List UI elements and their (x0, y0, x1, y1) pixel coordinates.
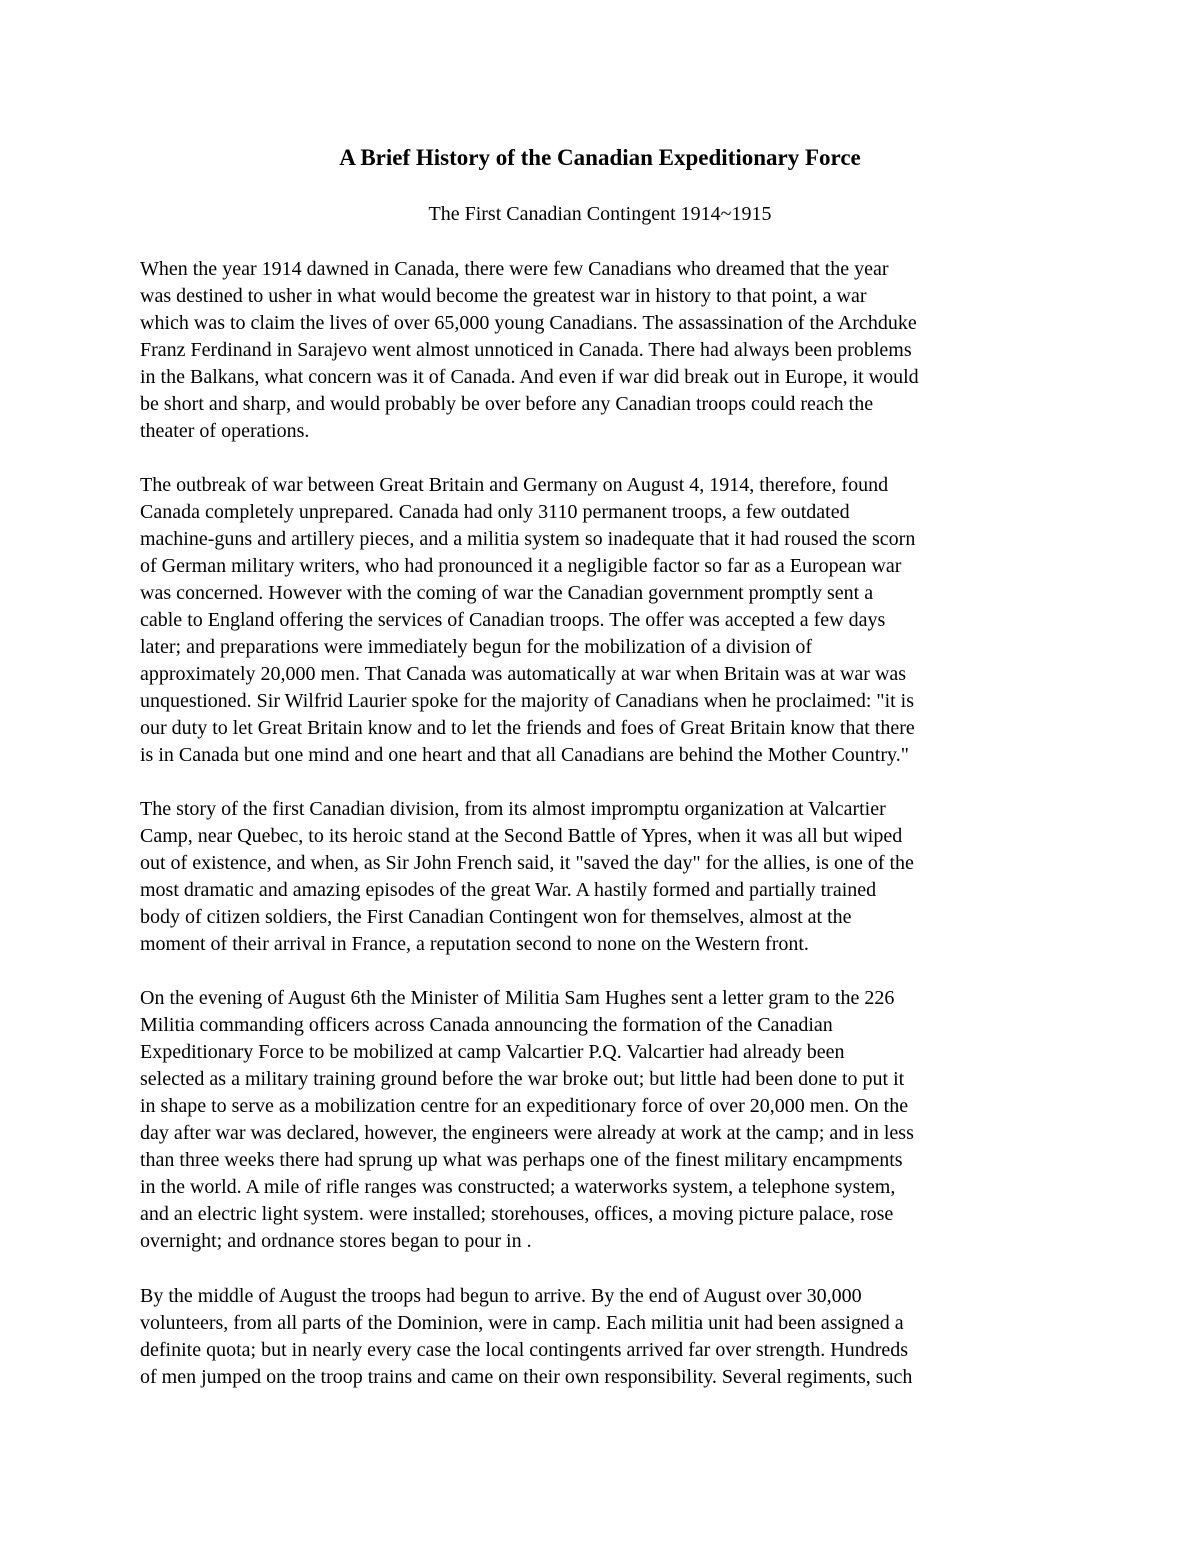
text-line: Camp, near Quebec, to its heroic stand at the Second Battle of Ypres, when it was all but wiped (140, 825, 903, 847)
text-line: selected as a military training ground before the war broke out; but little had been done to put it (140, 1068, 905, 1090)
text-line: Canada completely unprepared. Canada had only 3110 permanent troops, a few outdated (140, 501, 850, 523)
text-line: of German military writers, who had pronounced it a negligible factor so far as a European war (140, 555, 902, 577)
text-line: is in Canada but one mind and one heart and that all Canadians are behind the Mother Country." (140, 744, 909, 766)
text-line: unquestioned. Sir Wilfrid Laurier spoke for the majority of Canadians when he proclaimed: "it is (140, 690, 915, 712)
text-line: out of existence, and when, as Sir John French said, it "saved the day" for the allies, is one of the (140, 852, 914, 874)
text-line: theater of operations. (140, 420, 310, 442)
text-line: was destined to usher in what would become the greatest war in history to that point, a war (140, 285, 867, 307)
text-line: When the year 1914 dawned in Canada, there were few Canadians who dreamed that the year (140, 258, 889, 280)
paragraph-2 (140, 472, 1080, 769)
text-line: overnight; and ordnance stores began to pour in . (140, 1230, 532, 1252)
text-line: approximately 20,000 men. That Canada was automatically at war when Britain was at war was (140, 663, 907, 685)
text-line: cable to England offering the services of Canadian troops. The offer was accepted a few days (140, 609, 886, 631)
text-line: Militia commanding officers across Canada announcing the formation of the Canadian (140, 1014, 833, 1036)
text-line: day after war was declared, however, the engineers were already at work at the camp; and in less (140, 1122, 914, 1144)
text-line: volunteers, from all parts of the Dominion, were in camp. Each militia unit had been assigned a (140, 1312, 904, 1334)
paragraph-4 (140, 985, 1080, 1255)
document-title: A Brief History of the Canadian Expeditionary Force (339, 145, 861, 170)
text-line: our duty to let Great Britain know and to let the friends and foes of Great Britain know that there (140, 717, 915, 739)
text-line: Franz Ferdinand in Sarajevo went almost unnoticed in Canada. There had always been problems (140, 339, 912, 361)
text-line: than three weeks there had sprung up what was perhaps one of the finest military encampments (140, 1149, 903, 1171)
text-line: body of citizen soldiers, the First Canadian Contingent won for themselves, almost at the (140, 906, 852, 928)
text-line: which was to claim the lives of over 65,000 young Canadians. The assassination of the Archduke (140, 312, 917, 334)
paragraph-3 (140, 796, 1080, 958)
text-line: The story of the first Canadian division, from its almost impromptu organization at Valcartier (140, 798, 886, 820)
text-line: later; and preparations were immediately begun for the mobilization of a division of (140, 636, 813, 658)
text-line: definite quota; but in nearly every case the local contingents arrived far over strength. Hundreds (140, 1339, 909, 1361)
text-line: of men jumped on the troop trains and came on their own responsibility. Several regiments, such (140, 1366, 913, 1388)
document-subtitle: The First Canadian Contingent 1914~1915 (428, 203, 772, 225)
text-line: was concerned. However with the coming of war the Canadian government promptly sent a (140, 582, 874, 604)
text-line: be short and sharp, and would probably be over before any Canadian troops could reach the (140, 393, 874, 415)
text-line: By the middle of August the troops had begun to arrive. By the end of August over 30,000 (140, 1285, 862, 1307)
text-line: in the world. A mile of rifle ranges was constructed; a waterworks system, a telephone system, (140, 1176, 896, 1198)
paragraph-5 (140, 1283, 1080, 1391)
text-line: moment of their arrival in France, a reputation second to none on the Western front. (140, 933, 809, 955)
text-line: Expeditionary Force to be mobilized at camp Valcartier P.Q. Valcartier had already been (140, 1041, 845, 1063)
text-line: and an electric light system. were installed; storehouses, offices, a moving picture palace, rose (140, 1203, 894, 1225)
text-line: machine-guns and artillery pieces, and a militia system so inadequate that it had roused the scorn (140, 528, 916, 550)
text-line: most dramatic and amazing episodes of the great War. A hastily formed and partially trained (140, 879, 877, 901)
text-line: The outbreak of war between Great Britain and Germany on August 4, 1914, therefore, found (140, 474, 889, 496)
paragraph-1 (140, 256, 1080, 445)
text-line: in the Balkans, what concern was it of Canada. And even if war did break out in Europe, it would (140, 366, 919, 388)
text-line: in shape to serve as a mobilization centre for an expeditionary force of over 20,000 men. On the (140, 1095, 909, 1117)
text-line: On the evening of August 6th the Minister of Militia Sam Hughes sent a letter gram to the 226 (140, 987, 895, 1009)
